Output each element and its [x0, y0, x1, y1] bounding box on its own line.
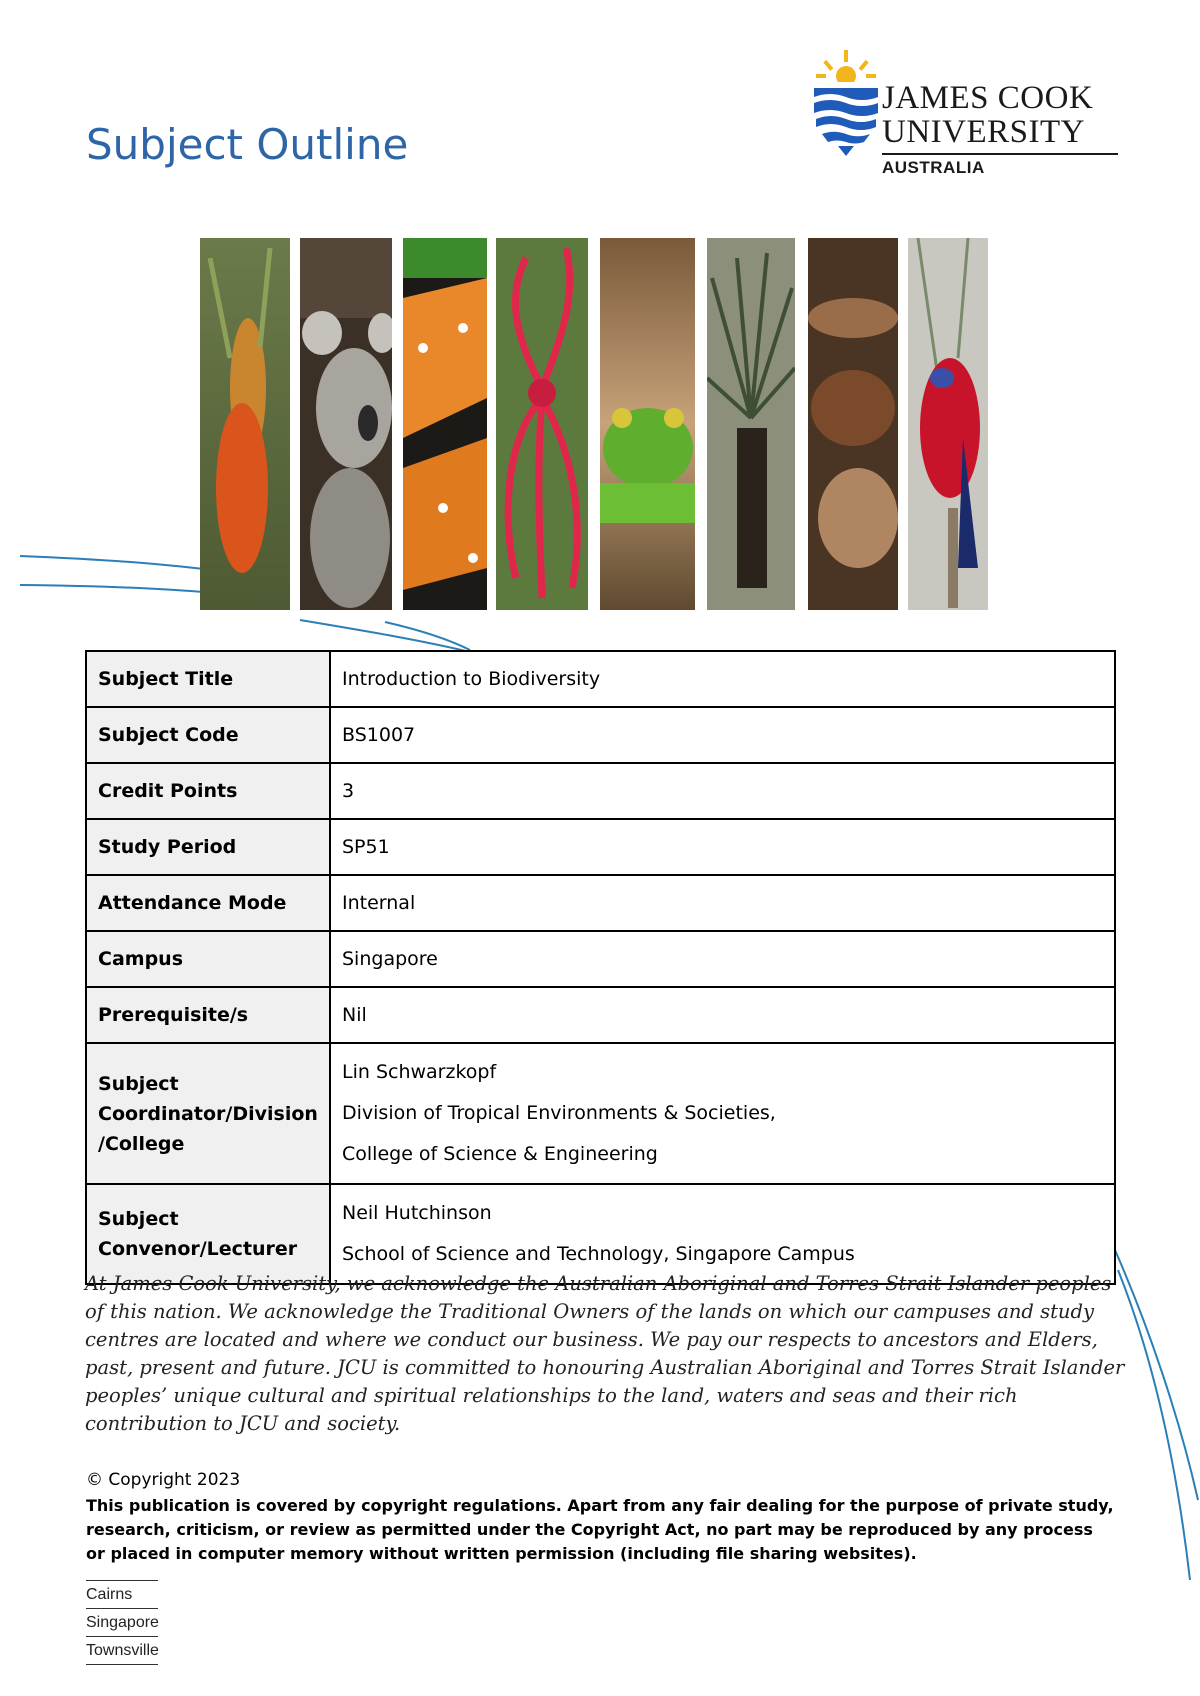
- table-row: [86, 763, 1115, 819]
- jcu-logo-emblem: [812, 48, 880, 158]
- subject-info-table: [85, 650, 1116, 1285]
- nature-image-strips: [200, 238, 1000, 618]
- table-row: [86, 707, 1115, 763]
- grevillea-image: [496, 238, 588, 610]
- row-value: Introduction to Biodiversity: [330, 651, 1115, 707]
- row-value-line: College of Science & Engineering: [342, 1143, 658, 1165]
- row-value-line: Division of Tropical Environments & Societies,: [342, 1102, 776, 1124]
- page-title: Subject Outline: [86, 120, 409, 169]
- shells-image: [808, 238, 898, 610]
- row-value: Singapore: [330, 931, 1115, 987]
- row-label: Subject Code: [86, 707, 330, 763]
- rosella-image: [908, 238, 988, 610]
- butterfly-image: [403, 238, 487, 610]
- campus-list: [86, 1580, 158, 1665]
- banksia-image: [200, 238, 290, 610]
- row-value: [330, 1043, 1115, 1184]
- table-row: [86, 819, 1115, 875]
- row-label: Study Period: [86, 819, 330, 875]
- table-row: [86, 875, 1115, 931]
- row-label: Subject Title: [86, 651, 330, 707]
- copyright-body: This publication is covered by copyright regulations. Apart from any fair dealing for the purpose of private study, research, criticism, or review as permitted under the Copyright Act, no part may be reproduced by any process or placed in computer memory without written permission (including file sharing websites).: [86, 1496, 1114, 1563]
- frog-image: [600, 238, 695, 610]
- grass-tree-image: [707, 238, 795, 610]
- table-row: [86, 1043, 1115, 1184]
- row-value: BS1007: [330, 707, 1115, 763]
- logo-line-3: AUSTRALIA: [882, 158, 985, 177]
- copyright-heading: © Copyright 2023: [86, 1470, 241, 1490]
- row-label: Subject Coordinator/Division /College: [86, 1043, 330, 1184]
- acknowledgement-text: At James Cook University, we acknowledge the Australian Aboriginal and Torres Strait Islander peoples of this nation. We acknowledge the Traditional Owners of the lands on which our campuses and study centres are located and where we conduct our business. We pay our respects to ancestors and Elders, past, present and future. JCU is committed to honouring Australian Aboriginal and Torres Strait Islander peoples’ unique cultural and spiritual relationships to the land, waters and seas and their rich contribution to JCU and society.: [85, 1272, 1125, 1435]
- row-value-line: Lin Schwarzkopf: [342, 1061, 497, 1083]
- row-label: Subject Convenor/Lecturer: [86, 1184, 330, 1284]
- jcu-logo: [812, 48, 1122, 183]
- row-label: Credit Points: [86, 763, 330, 819]
- row-value-line: Neil Hutchinson: [342, 1202, 492, 1224]
- campus-item: Singapore: [86, 1608, 158, 1636]
- table-row: [86, 987, 1115, 1043]
- row-value: Nil: [330, 987, 1115, 1043]
- logo-line-1: JAMES COOK: [882, 80, 1094, 116]
- table-row: [86, 1184, 1115, 1284]
- row-value-line: School of Science and Technology, Singapore Campus: [342, 1243, 855, 1265]
- logo-rule: [882, 153, 1118, 155]
- row-value: SP51: [330, 819, 1115, 875]
- logo-line-2: UNIVERSITY: [882, 114, 1085, 150]
- campus-item: Cairns: [86, 1580, 158, 1608]
- table-row: [86, 651, 1115, 707]
- campus-item: Townsville: [86, 1636, 158, 1665]
- row-value: Internal: [330, 875, 1115, 931]
- row-value: [330, 1184, 1115, 1284]
- row-label: Attendance Mode: [86, 875, 330, 931]
- row-label: Prerequisite/s: [86, 987, 330, 1043]
- row-value: 3: [330, 763, 1115, 819]
- row-label: Campus: [86, 931, 330, 987]
- koala-image: [300, 238, 392, 610]
- table-row: [86, 931, 1115, 987]
